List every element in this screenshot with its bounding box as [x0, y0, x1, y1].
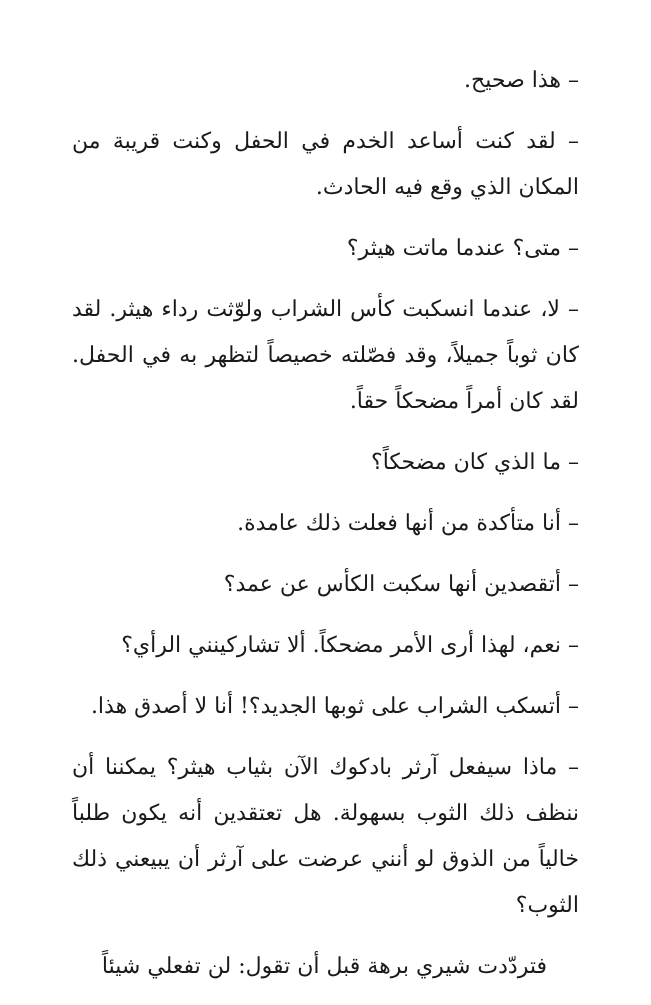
dialog-paragraph: – أنا متأكدة من أنها فعلت ذلك عامدة.	[237, 511, 579, 536]
dialog-paragraph: – ماذا سيفعل آرثر بادكوك الآن بثياب هيثر؟ يمكننا أن ننظف ذلك الثوب بسهولة. هل تعتقدين أنه يكون طلباً خالياً من الذوق لو أنني عرضت على آرثر أن يبيعني ذلك الثوب؟	[72, 755, 579, 918]
dialog-paragraph: – لا، عندما انسكبت كأس الشراب ولوّثت رداء هيثر. لقد كان ثوباً جميلاً، وقد فصّلته خصيصاً لتظهر به في الحفل. لقد كان أمراً مضحكاً حقاً.	[72, 297, 579, 414]
narration-paragraph: فتردّدت شيري برهة قبل أن تقول: لن تفعلي شيئاً	[101, 954, 547, 979]
dialog-paragraph: – أتقصدين أنها سكبت الكأس عن عمد؟	[223, 572, 579, 597]
dialog-paragraph: – هذا صحيح.	[464, 68, 579, 93]
dialog-paragraph: – نعم، لهذا أرى الأمر مضحكاً. ألا تشاركينني الرأي؟	[121, 633, 579, 658]
dialog-paragraph: – لقد كنت أساعد الخدم في الحفل وكنت قريبة من المكان الذي وقع فيه الحادث.	[72, 129, 579, 200]
dialog-paragraph: – أتسكب الشراب على ثوبها الجديد؟! أنا لا أصدق هذا.	[90, 694, 579, 719]
dialog-paragraph: – متى؟ عندما ماتت هيثر؟	[346, 236, 579, 261]
dialog-paragraph: – ما الذي كان مضحكاً؟	[371, 450, 579, 475]
book-page	[72, 58, 579, 1005]
